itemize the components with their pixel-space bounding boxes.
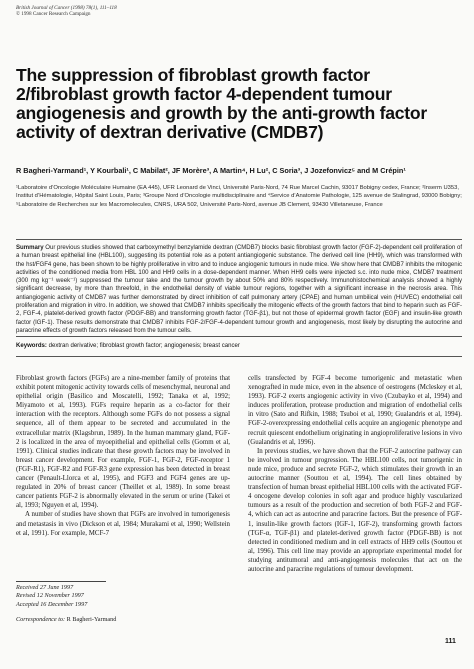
page-number: 111 (445, 638, 456, 645)
correspondence-label: Correspondence to: (16, 616, 66, 624)
received-date: Received 27 June 1997 (16, 584, 74, 591)
keywords-label: Keywords: (16, 343, 47, 349)
accepted-date: Accepted 16 December 1997 (16, 600, 88, 608)
article-dates (16, 584, 230, 625)
correspondence-name: R Bagheri-Yarmand (66, 616, 117, 624)
body-paragraph: cells transfected by FGF-4 become tumorigenic and metastatic when xenografted in nude mice, even in the absence of oestrogens (Mcleskey et al, 1993). FGF-2 exerts angiogenic activity in vivo (Czubayko et al, 1994) and induces proliferation, protease production and migration of endothelial cells in vitro (Sato and Rifkin, 1988; Tsuboi et al, 1990; Gualandris et al, 1994). FGF-2-overexpressing endothelial cells acquire an angiogenic phenotype and recruit quiescent endothelium originating in angioproliferative lesions in vivo (Gualandris et al, 1996). (248, 375, 462, 446)
dates-divider (16, 581, 106, 582)
abstract (16, 244, 462, 335)
article-title: The suppression of fibroblast growth factor 2/fibroblast growth factor 4-dependent tumour angiogenesis and growth by the anti-growth factor activity of dextran derivative (CMDB7) (16, 65, 427, 142)
correspondence (16, 616, 230, 624)
keywords-text: dextran derivative; fibroblast growth factor; angiogenesis; breast cancer (48, 343, 240, 349)
body-paragraph: In previous studies, we have shown that the FGF-2 autocrine pathway can be involved in tumour progression. The HBL100 cells, not tumorigenic in nude mice, produce and secrete FGF-2, which stimulates their growth in an autocrine manner (Souttou et al, 1994). The cell lines obtained by transfection of human breast epithelial HBL100 cells with the activated FGF-4 oncogene develop colonies in soft agar and produce highly vascularized tumours as a result of the production and secretion of both FGF-2 and FGF-4, which can act as autocrine and paracrine factors. But the presence of FGF-1, insulin-like growth factors (IGF-1, IGF-2), transforming growth factors (TGF-α, TGF-β1) and platelet-derived growth factor (PDGF-BB) is not detected in conditioned medium and in cell extracts of HH9 cells (Souttou et al, 1996). This cell line may provide an appropriate experimental model for studying antitumoral and anti-angiogenesis molecules that act on the autocrine and paracrine regulations of tumour development. (248, 447, 462, 573)
body-column-left (16, 374, 230, 538)
affiliations: ¹Laboratoire d’Oncologie Moléculaire Humaine (EA 445), UFR Leonard de Vinci, Université Paris-Nord, 74 Rue Marcel Cachin, 93017 Bobigny cedex, France; ²Inserm U353, Institut d’Hématologie, Hôpital Saint Louis, Paris; ³Groupe Nord d’Oncologie multidisciplinaire and ⁴Service d’Anatomie Pathologie, 125 avenue de Stalingrad, 93000 Bobigny; ⁵Laboratoire de Recherches sur les Macromolecules, CNRS, URA 502, Université Paris-Nord, avenue JB Clement, 93430 Villetaneuse, France (16, 185, 462, 208)
body-paragraph: Fibroblast growth factors (FGFs) are a nine-member family of proteins that exhibit potent mitogenic activity towards cells of mesenchymal, neuronal and epithelial origin (Basilico and Moscatelli, 1992; Tanaka et al, 1992; Miyamoto et al, 1993). FGFs require heparin as a co-factor for their interaction with the receptors. Although some FGFs do not possess a signal sequence, all of them appear to be secreted and accumulated in the extracellular matrix (Klagsbrun, 1989). In the human mammary gland, FGF-2 is localized in the area of myoepithelial and epithelial cells (Gomm et al, 1991). Clinical studies indicate that these growth factors may be involved in breast cancer development. For example, FGF-1, FGF-2, FGF-receptor 1 (FGF-R1), FGF-R2 and FGF-R3 gene expression has been detected in breast cancer (Penault-Llorca et al, 1995), and FGF3 and FGF4 genes are up-regulated in 20% of breast cancer (Theillet et al, 1989). In some breast cancer patients FGF-2 is abnormally elevated in the serum or urine (Takei et al, 1993; Nguyen et al, 1994). (16, 375, 230, 510)
divider-middle (16, 336, 462, 337)
divider-bottom (16, 356, 462, 357)
divider-top (16, 239, 462, 240)
author-list: R Bagheri-Yarmand¹, Y Kourbali¹, C Mabilat², JF Morère³, A Martin⁴, H Lu², C Soria³, J Jozefonvicz⁵ and M Crépin¹ (16, 166, 406, 175)
journal-citation: British Journal of Cancer (1998) 78(1), 111–118 (16, 5, 117, 11)
copyright-line: © 1998 Cancer Research Campaign (16, 11, 91, 18)
body-column-right (248, 374, 462, 574)
revised-date: Revised 12 November 1997 (16, 592, 84, 600)
keywords (16, 342, 462, 350)
body-paragraph: A number of studies have shown that FGFs are involved in tumorigenesis and metastasis in vivo (Dickson et al, 1984; Murakami et al, 1990; Wellstein et al, 1991). For example, MCF-7 (16, 511, 230, 537)
journal-header (16, 5, 117, 18)
abstract-text: Our previous studies showed that carboxymethyl benzylamide dextran (CMDB7) blocks basic fibroblast growth factor (FGF-2)-dependent cell proliferation of a human breast epithelial line (HBL100), suggesting its potential role as a potent antiangiogenic substance. The derived cell line (HH9), which was transformed with the hst/FGF4 gene, has been shown to be highly proliferative in vitro and to induce angiogenic tumours in nude mice. We show here that CMDB7 inhibits the mitogenic activities of the conditioned media from HBL 100 and HH9 cells in a dose-dependent manner. When HH9 cells were injected s.c. into nude mice, CMDB7 treatment (300 mg kg⁻¹ week⁻¹) suppressed the tumour take and the tumour growth by about 50% and 80% respectively. Immunohistochemical analysis showed a highly significant decrease, by more than threefold, in the endothelial density of viable tumour regions, together with a significant increase in the necrosis area. This antiangiogenic activity of CMDB7 was further demonstrated by direct inhibition of calf pulmonary artery (CPAE) and human umbilical vein (HUVEC) endothelial cell proliferation and migration in vitro. In addition, we showed that CMDB7 inhibits specifically the mitogenic effects of the growth factors that bind to heparin such as FGF-2, FGF-4, platelet-derived growth factor (PDGF-BB) and transforming growth factor (TGF-β1), but not those of epidermal growth factor (EGF) and insulin-like growth factor (IGF-1). These results demonstrate that CMDB7 inhibits FGF-2/FGF-4-dependent tumour growth and angiogenesis, most likely by disrupting the autocrine and paracrine effects of growth factors released from the tumour cells. (16, 245, 462, 334)
abstract-label: Summary (16, 245, 44, 251)
